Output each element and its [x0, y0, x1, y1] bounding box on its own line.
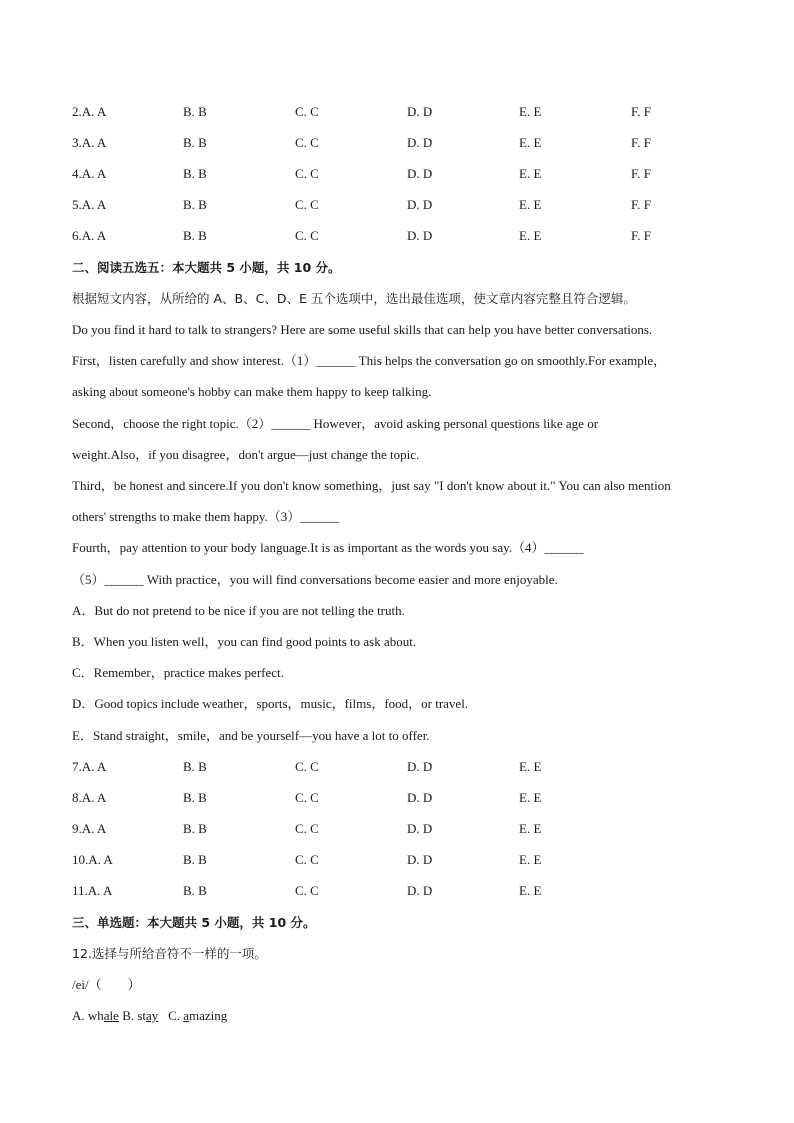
option-c[interactable]: C. C — [295, 790, 319, 806]
passage-line: Do you find it hard to talk to strangers? Here are some useful skills that can help you have better conversations. — [72, 322, 653, 337]
option-b[interactable]: B. B — [183, 197, 207, 213]
option-a[interactable]: 3.A. A — [72, 135, 107, 151]
option-d[interactable]: D. D — [407, 197, 433, 213]
option-a[interactable]: 4.A. A — [72, 166, 107, 182]
option-d[interactable]: D. D — [407, 135, 433, 151]
option-b[interactable]: B. B — [183, 883, 207, 899]
option-b[interactable]: B. B — [183, 759, 207, 774]
q12-options — [72, 1007, 227, 1025]
passage-line: Second，choose the right topic.（2）______ However，avoid asking personal questions like age or — [72, 416, 599, 431]
option-d[interactable]: D. D — [407, 852, 433, 868]
option-b[interactable]: B. B — [183, 821, 207, 837]
option-d[interactable]: D. D — [407, 104, 433, 119]
option-row — [72, 789, 732, 807]
option-a[interactable]: 5.A. A — [72, 197, 107, 213]
section2-instruction: 根据短文内容，从所给的 A、B、C、D、E 五个选项中，选出最佳选项，使文章内容完整且符合逻辑。 — [72, 291, 636, 306]
option-e[interactable]: E. E — [519, 135, 542, 151]
option-e[interactable]: E. E — [519, 883, 542, 899]
option-d[interactable]: D. D — [407, 166, 433, 182]
option-a[interactable]: 2.A. A — [72, 104, 107, 119]
option-e[interactable]: E. E — [519, 104, 542, 119]
choice-d: D．Good topics include weather，sports，music，films，food，or travel. — [72, 696, 469, 711]
option-row — [72, 882, 732, 900]
option-row — [72, 165, 732, 183]
option-c[interactable]: C. C — [295, 759, 319, 774]
option-d[interactable]: D. D — [407, 790, 433, 806]
passage-line: Third，be honest and sincere.If you don't know something，just say "I don't know about it." You can also mention — [72, 478, 671, 493]
q12-option-a[interactable]: A. whale — [72, 1008, 119, 1023]
option-c[interactable]: C. C — [295, 883, 319, 899]
option-b[interactable]: B. B — [183, 852, 207, 868]
option-f[interactable]: F. F — [631, 228, 651, 244]
option-row — [72, 758, 732, 776]
option-row — [72, 820, 732, 838]
option-d[interactable]: D. D — [407, 228, 433, 244]
passage-line: weight.Also，if you disagree，don't argue—just change the topic. — [72, 447, 420, 462]
option-a[interactable]: 9.A. A — [72, 821, 107, 837]
q12-phonetic: /ei/（ ） — [72, 977, 141, 992]
option-c[interactable]: C. C — [295, 228, 319, 244]
option-b[interactable]: B. B — [183, 790, 207, 806]
passage-line: （5）______ With practice，you will find conversations become easier and more enjoyable. — [72, 572, 558, 587]
option-d[interactable]: D. D — [407, 821, 433, 837]
option-c[interactable]: C. C — [295, 197, 319, 213]
option-c[interactable]: C. C — [295, 852, 319, 868]
choice-a: A．But do not pretend to be nice if you are not telling the truth. — [72, 603, 405, 618]
passage-line: others' strengths to make them happy.（3）______ — [72, 509, 340, 524]
section2-heading: 二、阅读五选五：本大题共 5 小题，共 10 分。 — [72, 260, 341, 275]
passage-line: First，listen carefully and show interest.（1）______ This helps the conversation go on smoothly.For example， — [72, 353, 667, 368]
option-d[interactable]: D. D — [407, 759, 433, 774]
q12-option-c[interactable]: C. amazing — [168, 1008, 228, 1023]
passage-line: asking about someone's hobby can make them happy to keep talking. — [72, 384, 432, 399]
choice-e: E．Stand straight，smile，and be yourself—you have a lot to offer. — [72, 728, 430, 743]
option-c[interactable]: C. C — [295, 166, 319, 182]
option-e[interactable]: E. E — [519, 759, 542, 774]
option-e[interactable]: E. E — [519, 852, 542, 868]
option-row — [72, 196, 732, 214]
choice-c: C．Remember，practice makes perfect. — [72, 665, 284, 680]
option-row — [72, 103, 732, 121]
option-b[interactable]: B. B — [183, 228, 207, 244]
option-a[interactable]: 8.A. A — [72, 790, 107, 806]
option-e[interactable]: E. E — [519, 197, 542, 213]
option-row — [72, 134, 732, 152]
option-a[interactable]: 10.A. A — [72, 852, 113, 868]
option-b[interactable]: B. B — [183, 166, 207, 182]
option-e[interactable]: E. E — [519, 166, 542, 182]
option-f[interactable]: F. F — [631, 135, 651, 151]
option-f[interactable]: F. F — [631, 104, 651, 119]
option-a[interactable]: 11.A. A — [72, 883, 113, 899]
q12-stem: 12.选择与所给音符不一样的一项。 — [72, 946, 267, 961]
section3-heading: 三、单选题：本大题共 5 小题，共 10 分。 — [72, 915, 316, 930]
option-b[interactable]: B. B — [183, 104, 207, 119]
option-f[interactable]: F. F — [631, 166, 651, 182]
choice-b: B．When you listen well，you can find good points to ask about. — [72, 634, 417, 649]
option-row — [72, 851, 732, 869]
option-d[interactable]: D. D — [407, 883, 433, 899]
option-c[interactable]: C. C — [295, 104, 319, 119]
passage-line: Fourth，pay attention to your body language.It is as important as the words you say.（4）______ — [72, 540, 584, 555]
option-a[interactable]: 7.A. A — [72, 759, 107, 774]
option-e[interactable]: E. E — [519, 228, 542, 244]
option-row — [72, 227, 732, 245]
option-c[interactable]: C. C — [295, 135, 319, 151]
option-c[interactable]: C. C — [295, 821, 319, 837]
option-b[interactable]: B. B — [183, 135, 207, 151]
option-f[interactable]: F. F — [631, 197, 651, 213]
option-a[interactable]: 6.A. A — [72, 228, 107, 244]
option-e[interactable]: E. E — [519, 821, 542, 837]
option-e[interactable]: E. E — [519, 790, 542, 806]
q12-option-b[interactable]: B. stay — [122, 1008, 159, 1023]
